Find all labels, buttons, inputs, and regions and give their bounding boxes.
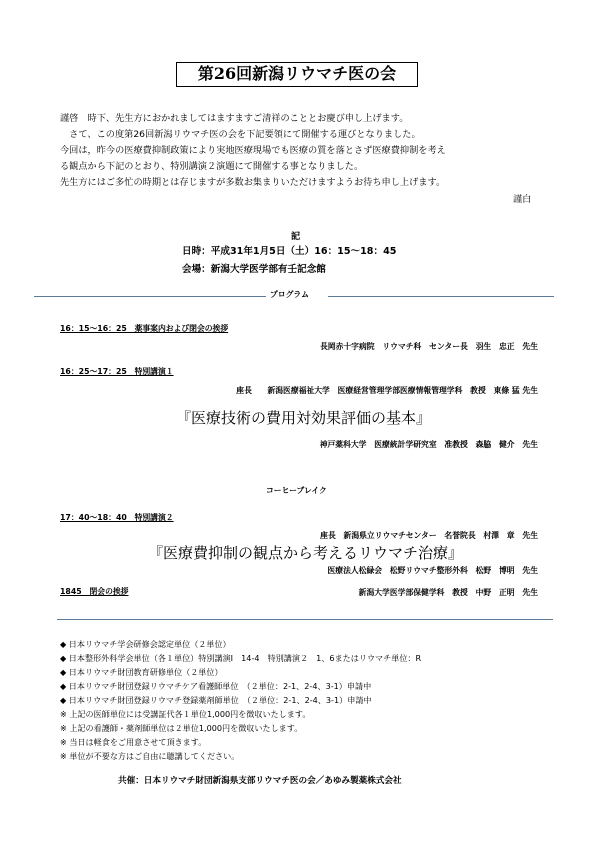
intro-line: 先生方にはご多忙の時期とは存じますが多数お集まりいただけますようお待ち申し上げます。 [60, 177, 446, 188]
note-item: ※ 上記の医師単位には受講証代各１単位1,000円を徴収いたします。 [60, 709, 311, 719]
session-time-title: 16：15～16：25 薬事案内および閉会の挨拶 [60, 324, 229, 333]
closing-text: 謹白 [513, 194, 532, 205]
intro-line: 謹啓 時下、先生方におかれましてはますますご清祥のこととお慶び申し上げます。 [60, 113, 409, 124]
session-chair: 座長 新潟医療福祉大学 医療経営管理学部医療情報管理学科 教授 東條 猛 先生 [236, 386, 538, 395]
lecture-title: 『医療技術の費用対効果評価の基本』 [176, 409, 432, 427]
session-speaker: 新潟大学医学部保健学科 教授 中野 正明 先生 [358, 588, 538, 597]
program-divider-left [34, 296, 266, 297]
session-time-title: 1845 閉会の挨拶 [60, 587, 129, 596]
session-time-title: 16：25～17：25 特別講演１ [60, 367, 174, 376]
program-label: プログラム [270, 290, 309, 299]
program-divider-right [328, 296, 554, 297]
intro-line: さて、この度第26回新潟リウマチ医の会を下記要領にて開催する運びとなりました。 [60, 129, 421, 140]
event-venue: 会場：新潟大学医学部有壬記念館 [182, 264, 326, 275]
session-chair: 座長 新潟県立リウマチセンター 名誉院長 村澤 章 先生 [320, 531, 538, 540]
session-speaker: 神戸薬科大学 医療統計学研究室 准教授 森脇 健介 先生 [319, 440, 538, 449]
note-item: ※ 単位が不要な方はご自由に聴講してください。 [60, 751, 240, 761]
intro-line: る観点から下記のとおり、特別講演２演題にて開催する事となりました。 [60, 161, 364, 172]
credit-item: ◆ 日本整形外科学会単位（各１単位）特別講演Ⅰ 14-4 特別講演２ 1、6またはリウマチ単位：R [60, 653, 422, 663]
note-item: ※ 上記の看護師・薬剤師単位は２単位1,000円を徴収いたします。 [60, 723, 303, 733]
lecture-title: 『医療費抑制の観点から考えるリウマチ治療』 [148, 544, 464, 562]
page-title: 第26回新潟リウマチ医の会 [176, 62, 418, 87]
session-speaker: 医療法人松緑会 松野リウマチ整形外科 松野 博明 先生 [327, 566, 538, 575]
ki-heading: 記 [291, 231, 301, 242]
bottom-divider [57, 619, 553, 620]
credit-item: ◆ 日本リウマチ財団教育研修単位（２単位） [60, 667, 223, 677]
event-datetime: 日時：平成31年1月5日（土）16：15～18：45 [182, 246, 397, 257]
intro-line: 今回は，昨今の医療費抑制政策により実地医療現場でも医療の質を落とさず医療費抑制を考え [60, 145, 446, 156]
session-time-title: 17：40～18：40 特別講演２ [60, 513, 174, 522]
coffee-break-label: コーヒーブレイク [266, 486, 327, 495]
note-item: ※ 当日は軽食をご用意させて頂きます。 [60, 737, 207, 747]
cosponsor-text: 共催：日本リウマチ財団新潟県支部リウマチ医の会／あゆみ製薬株式会社 [118, 776, 402, 786]
session-speaker: 長岡赤十字病院 リウマチ科 センター長 羽生 忠正 先生 [320, 342, 538, 351]
credit-item: ◆ 日本リウマチ財団登録リウマチケア看護師単位 （２単位：2-1、2-4、3-1）申請中 [60, 681, 372, 691]
credit-item: ◆ 日本リウマチ財団登録リウマチ登録薬剤師単位 （２単位：2-1、2-4、3-1）申請中 [60, 695, 372, 705]
credit-item: ◆ 日本リウマチ学会研修会認定単位（２単位） [60, 639, 231, 649]
